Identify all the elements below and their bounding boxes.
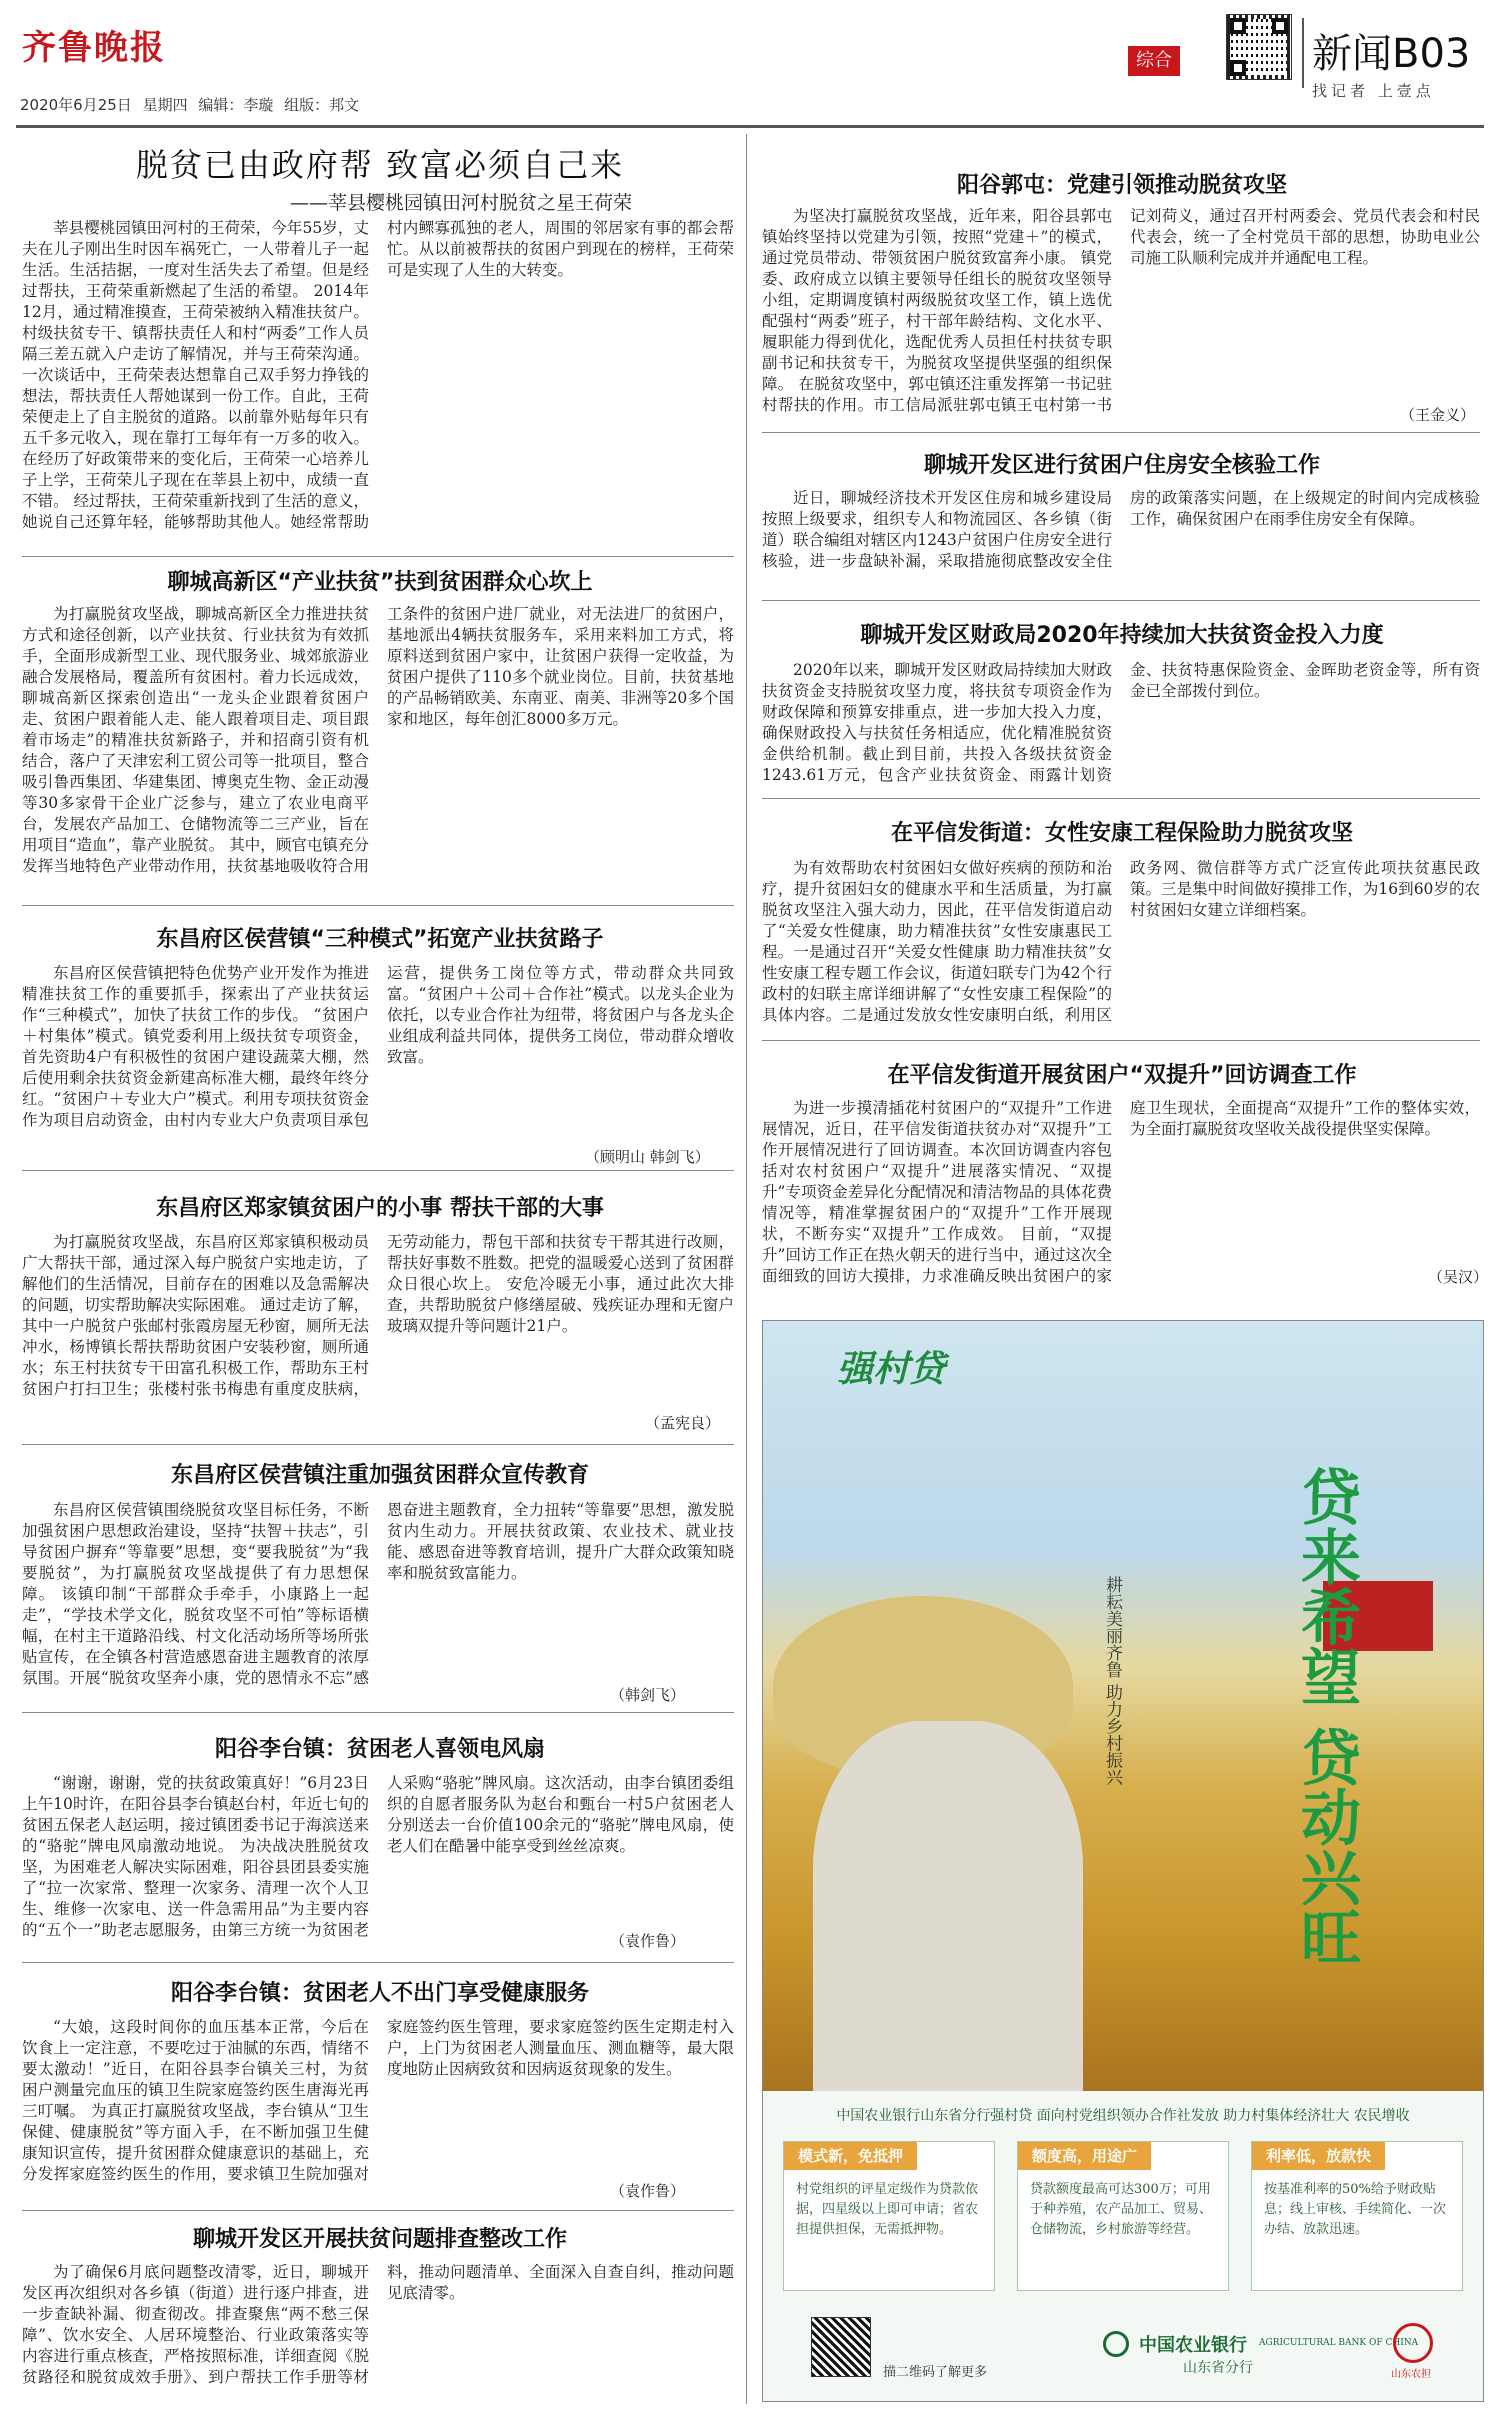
article-body: 为了确保6月底问题整改清零，近日，聊城开发区再次组织对各乡镇（街道）进行逐户排查，进一步查缺补漏、彻查彻改。排查聚焦“两不愁三保障”、饮水安全、人居环境整治、行业政策落实等内容进行重点核查，严格按照标准，详细查阅《脱贫路径和脱贫成效手册》、到户帮扶工作手册等材料，推动问题清单、全面深入自查自纠，推动问题见底清零。: [22, 2263, 734, 2386]
ad-photo-wheat-field: [763, 1321, 1483, 2091]
section-rule: [22, 556, 734, 557]
article-body: 东昌府区侯营镇围绕脱贫攻坚目标任务，不断加强贫困户思想政治建设，坚持“扶智＋扶志”，引导贫困户摒弃“等靠要”思想，变“要我脱贫”为“我要脱贫”，为打赢脱贫攻坚战提供了有力思想保障。 该镇印制“干部群众手牵手，小康路上一起走”，“学技术学文化，脱贫攻坚不可怕”等标语横幅，在村主干道路沿线、村文化活动场所等场所张贴宣传，在全镇各村营造感恩奋进主题教育的浓厚氛围。开展“脱贫攻坚奔小康，党的恩情永不忘”感恩奋进主题教育，全力扭转“等靠要”思想，激发脱贫内生动力。开展扶贫政策、农业技术、就业技能、感恩奋进等教育培训，提升广大群众政策知晓率和脱贫致富能力。: [22, 1501, 734, 1687]
article-body: “大娘，这段时间你的血压基本正常，今后在饮食上一定注意，不要吃过于油腻的东西，情绪不要太激动！”近日，在阳谷县李台镇关三村，为贫困户测量完血压的镇卫生院家庭签约医生唐海光再三叮嘱。 为真正打赢脱贫攻坚战，李台镇从“卫生保健、健康脱贫”等方面入手，在不断加强卫生健康知识宣传，提升贫困群众健康意识的基础上，充分发挥家庭签约医生的作用，要求镇卫生院加强对家庭签约医生管理，要求家庭签约医生定期走村入户，上门为贫困老人测量血压、测血糖等，最大限度地防止因病致贫和因病返贫现象的发生。: [22, 2018, 734, 2183]
ad-subslogan: 耕耘美丽齐鲁 助力乡村振兴: [1102, 1576, 1122, 1786]
ad-feature-text: 村党组织的评星定级作为贷款依据，四星级以上即可申请；省农担提供担保，无需抵押物。: [796, 2182, 979, 2237]
article-byline: （韩剑飞）: [610, 1686, 686, 1704]
article-body: 为有效帮助农村贫困妇女做好疾病的预防和治疗，提升贫困妇女的健康水平和生活质量，为打赢脱贫攻坚注入强大动力，因此，茌平信发街道启动了“关爱女性健康，助力精准扶贫”女性安康惠民工程。一是通过召开“关爱女性健康 助力精准扶贫”女性安康工程专题工作会议，街道妇联专门为42个行政村的妇联主席详细讲解了“女性安康工程保险”的具体内容。二是通过发放女性安康明白纸，利用区政务网、微信群等方式广泛宣传此项扶贫惠民政策。三是集中时间做好摸排工作，为16到60岁的农村贫困妇女建立详细档案。: [762, 859, 1480, 1024]
article-byline: （孟宪良）: [645, 1414, 721, 1432]
section-rule: [22, 1444, 734, 1445]
ad-feature-title: 额度高，用途广: [1018, 2142, 1151, 2170]
newspaper-logo: 齐鲁晚报: [22, 28, 166, 68]
section-rule: [762, 432, 1480, 433]
ad-feature-box: [1017, 2141, 1229, 2291]
ad-logo: 强村贷: [837, 1349, 946, 1390]
article-headline: 东昌府区郑家镇贫困户的小事 帮扶干部的大事: [156, 1196, 604, 1221]
ad-tagline: 中国农业银行山东省分行强村贷 面向村党组织领办合作社发放 助力村集体经济壮大 农民增收: [836, 2108, 1410, 2124]
section-rule: [762, 798, 1480, 799]
article-byline: （袁作鲁）: [610, 2182, 686, 2200]
article-headline: 在平信发街道：女性安康工程保险助力脱贫攻坚: [890, 821, 1353, 846]
article-headline: 聊城开发区进行贫困户住房安全核验工作: [923, 453, 1320, 478]
bank-name: 中国农业银行: [1139, 2335, 1247, 2356]
article-body: 为打赢脱贫攻坚战，聊城高新区全力推进扶贫方式和途径创新，以产业扶贫、行业扶贫为有效抓手，全面形成新型工业、现代服务业、城郊旅游业融合发展格局，覆盖所有贫困村。着力长远成效，聊城高新区探索创造出“一龙头企业跟着贫困户走、贫困户跟着能人走、能人跟着项目走、项目跟着市场走”的精准扶贫新路子，并和招商引资有机结合，落户了天津宏利工贸公司等一批项目，整合吸引鲁西集团、华建集团、博奥克生物、金正动漫等30多家骨干企业广泛参与，建立了农业电商平台，发展农产品加工、仓储物流等二三产业，旨在用项目“造血”，靠产业脱贫。 其中，顾官屯镇充分发挥当地特色产业带动作用，扶贫基地吸收符合用工条件的贫困户进厂就业，对无法进厂的贫困户，基地派出4辆扶贫服务车，采用来料加工方式，将原料送到贫困户家中，让贫困户获得一定收益，为贫困户提供了110多个就业岗位。目前，扶贫基地的产品畅销欧美、东南亚、南美、非洲等20多个国家和地区，每年创汇8000多万元。: [22, 605, 734, 875]
ad-info-panel: [763, 2091, 1483, 2402]
partner-name: 山东农担: [1391, 2369, 1431, 2380]
section-rule: [762, 600, 1480, 601]
bank-name-english: AGRICULTURAL BANK OF CHINA: [1259, 2338, 1419, 2348]
section-tag: 综合: [1128, 46, 1180, 76]
bank-logo-icon: [1103, 2331, 1129, 2357]
farmer-figure: [813, 1721, 1083, 2091]
article-headline: 脱贫已由政府帮 致富必须自己来: [135, 146, 625, 184]
bank-branch: 山东省分行: [1183, 2360, 1253, 2376]
page-label: 新闻B03: [1312, 31, 1471, 77]
section-rule: [22, 905, 734, 906]
article-body: “谢谢，谢谢，党的扶贫政策真好！”6月23日上午10时许，在阳谷县李台镇赵台村，年近七旬的贫困五保老人赵运明，接过镇团委书记于海滨送来的“骆驼”牌电风扇激动地说。 为决战决胜脱贫攻坚，为困难老人解决实际困难，阳谷县团县委实施了“拉一次家常、整理一次家务、清理一次个人卫生、维修一次家电、送一件急需用品”为主要内容的“五个一”助老志愿服务，由第三方统一为贫困老人采购“骆驼”牌风扇。这次活动，由李台镇团委组织的自愿者服务队为赵台和甄台一村5户贫困老人分别送去一台价值100余元的“骆驼”牌电风扇，使老人们在酷暑中能享受到丝丝凉爽。: [22, 1774, 734, 1939]
article-subhead: ——莘县樱桃园镇田河村脱贫之星王荷荣: [290, 192, 633, 214]
ad-feature-title: 利率低，放款快: [1252, 2142, 1385, 2170]
ad-qr-label: 描二维码了解更多: [883, 2365, 988, 2380]
article-headline: 聊城开发区开展扶贫问题排查整改工作: [192, 2227, 567, 2252]
article-headline: 阳谷李台镇：贫困老人喜领电风扇: [214, 1737, 545, 1762]
article-body: 为打赢脱贫攻坚战，东昌府区郑家镇积极动员广大帮扶干部，通过深入每户脱贫户实地走访，了解他们的生活情况，目前存在的困难以及急需解决的问题，切实帮助解决实际困难。 通过走访了解，其中一户脱贫户张邮村张霞房屋无秒窗，厕所无法冲水，杨博镇长帮扶帮助贫困户安装秒窗，厕所通水；东王村扶贫专干田富孔积极工作，帮助东王村贫困户打扫卫生；张楼村张书梅患有重度皮肤病，无劳动能力，帮包干部和扶贫专干帮其进行改厕，帮扶好事数不胜数。把党的温暖爱心送到了贫困群众日很心坎上。 安危冷暖无小事，通过此次大排查，共帮助脱贫户修缮屋破、残疾证办理和无窗户玻璃双提升等问题计21户。: [22, 1233, 734, 1398]
article-headline: 聊城开发区财政局2020年持续加大扶贫资金投入力度: [860, 623, 1384, 648]
editor-line: 找记者 上壹点: [1312, 82, 1435, 100]
ad-feature-text: 贷款额度最高可达300万；可用于种养殖，农产品加工、贸易、仓储物流，乡村旅游等经营。: [1030, 2182, 1213, 2237]
section-rule: [22, 1962, 734, 1963]
section-rule: [22, 1170, 734, 1171]
article-headline: 东昌府区侯营镇“三种模式”拓宽产业扶贫路子: [156, 927, 604, 952]
advertisement[interactable]: [762, 1320, 1484, 2402]
article-body: 近日，聊城经济技术开发区住房和城乡建设局按照上级要求，组织专人和物流园区、各乡镇（街道）联合编组对辖区内1243户贫困户住房安全进行核验，进一步盘缺补漏，采取措施彻底整改安全住房的政策落实问题，在上级规定的时间内完成核验工作，确保贫困户在雨季住房安全有保障。: [762, 489, 1480, 570]
date-line: 2020年6月25日 星期四 编辑：李璇 组版：邦文: [20, 96, 360, 114]
ad-qr-code-icon[interactable]: [811, 2317, 871, 2377]
qr-code-icon[interactable]: [1226, 14, 1292, 80]
article-headline: 东昌府区侯营镇注重加强贫困群众宣传教育: [170, 1463, 589, 1488]
ad-feature-box: [1251, 2141, 1463, 2291]
header-divider: [1302, 18, 1304, 88]
section-rule: [22, 1712, 734, 1713]
article-byline: （顾明山 韩剑飞）: [585, 1148, 710, 1166]
article-byline: （王金义）: [1400, 406, 1476, 424]
article-headline: 在平信发街道开展贫困户“双提升”回访调查工作: [887, 1063, 1357, 1088]
partner-logo-icon: [1393, 2323, 1433, 2363]
ad-feature-text: 按基准利率的50%给予财政贴息；线上审核、手续简化、一次办结、放款迅速。: [1264, 2182, 1447, 2237]
article-byline: （吴汉）: [1428, 1268, 1489, 1286]
article-headline: 聊城高新区“产业扶贫”扶到贫困群众心坎上: [167, 570, 593, 595]
article-body: 为坚决打赢脱贫攻坚战，近年来，阳谷县郭屯镇始终坚持以党建为引领，按照“党建＋”的模式，通过党员带动、带领贫困户脱贫致富奔小康。 镇党委、政府成立以镇主要领导任组长的脱贫攻坚领导小组，定期调度镇村两级脱贫攻坚工作，镇上选优配强村“两委”班子，村干部年龄结构、文化水平、履职能力得到优化，选配优秀人员担任村扶贫专职副书记和扶贫专干，为脱贫攻坚提供坚强的组织保障。 在脱贫攻坚中，郭屯镇还注重发挥第一书记驻村帮扶的作用。市工信局派驻郭屯镇王屯村第一书记刘荷义，通过召开村两委会、党员代表会和村民代表会，统一了全村党员干部的思想，协助电业公司施工队顺利完成并并通配电工程。: [762, 207, 1480, 414]
section-rule: [762, 1040, 1480, 1041]
article-headline: 阳谷郭屯：党建引领推动脱贫攻坚: [956, 173, 1287, 198]
article-byline: （袁作鲁）: [610, 1932, 686, 1950]
header-rule: [16, 125, 1484, 128]
ad-slogan: 贷来希望 贷动兴旺: [1291, 1466, 1361, 1967]
column-divider: [746, 134, 747, 2404]
ad-feature-title: 模式新，免抵押: [784, 2142, 917, 2170]
article-body: 为进一步摸清插花村贫困户的“双提升”工作进展情况，近日，茌平信发街道扶贫办对“双提升”工作开展情况进行了回访调查。本次回访调查内容包括对农村贫困户“双提升”进展落实情况、“双提升”专项资金差异化分配情况和清洁物品的具体花费情况等，精准掌握贫困户的“双提升”工作开展现状，不断夯实“双提升”工作成效。 目前，“双提升”回访工作正在热火朝天的进行当中，通过这次全面细致的回访大摸排，力求准确反映出贫困户的家庭卫生现状，全面提高“双提升”工作的整体实效，为全面打赢脱贫攻坚收关战役提供坚实保障。: [762, 1099, 1480, 1285]
article-headline: 阳谷李台镇：贫困老人不出门享受健康服务: [170, 1981, 589, 2006]
article-body: 2020年以来，聊城开发区财政局持续加大财政扶贫资金支持脱贫攻坚力度，将扶贫专项资金作为财政保障和预算安排重点，进一步加大投入力度，确保财政投入与扶贫任务相适应，优化精准脱贫资金供给机制。截止到目前，共投入各级扶贫资金1243.61万元，包含产业扶贫资金、雨露计划资金、扶贫特惠保险资金、金晖助老资金等，所有资金已全部拨付到位。: [762, 661, 1480, 784]
article-body: 东昌府区侯营镇把特色优势产业开发作为推进精准扶贫工作的重要抓手，探索出了产业扶贫运作“三种模式”，加快了扶贫工作的步伐。 “贫困户＋村集体”模式。镇党委利用上级扶贫专项资金，首先资助4户有积极性的贫困户建设蔬菜大棚，然后使用剩余扶贫资金新建高标准大棚，最终年终分红。“贫困户＋专业大户”模式。利用专项扶贫资金作为项目启动资金，由村内专业大户负责项目承包运营，提供务工岗位等方式，带动群众共同致富。“贫困户＋公司＋合作社”模式。以龙头企业为依托，以专业合作社为纽带，将贫困户与各龙头企业组成利益共同体，提供务工岗位，带动群众增收致富。: [22, 964, 734, 1129]
section-rule: [22, 2210, 734, 2211]
ad-feature-box: [783, 2141, 995, 2291]
article-body: 莘县樱桃园镇田河村的王荷荣，今年55岁，丈夫在儿子刚出生时因车祸死亡，一人带着儿子一起生活。生活拮据，一度对生活失去了希望。但是经过帮扶，王荷荣重新燃起了生活的希望。 2014年12月，通过精准摸查，王荷荣被纳入精准扶贫户。村级扶贫专干、镇帮扶责任人和村“两委”工作人员隔三差五就入户走访了解情况，并与王荷荣沟通。一次谈话中，王荷荣表达想靠自己双手努力挣钱的想法，帮扶责任人帮她谋到一份工作。自此，王荷荣便走上了自主脱贫的道路。以前靠外贴每年只有五千多元收入，现在靠打工每年有一万多的收入。 在经历了好政策带来的变化后，王荷荣一心培养儿子上学，王荷荣儿子现在在莘县上初中，成绩一直不错。 经过帮扶，王荷荣重新找到了生活的意义，她说自己还算年轻，能够帮助其他人。她经常帮助村内鳏寡孤独的老人，周围的邻居家有事的都会帮忙。从以前被帮扶的贫困户到现在的榜样，王荷荣可是实现了人生的大转变。: [22, 219, 734, 531]
